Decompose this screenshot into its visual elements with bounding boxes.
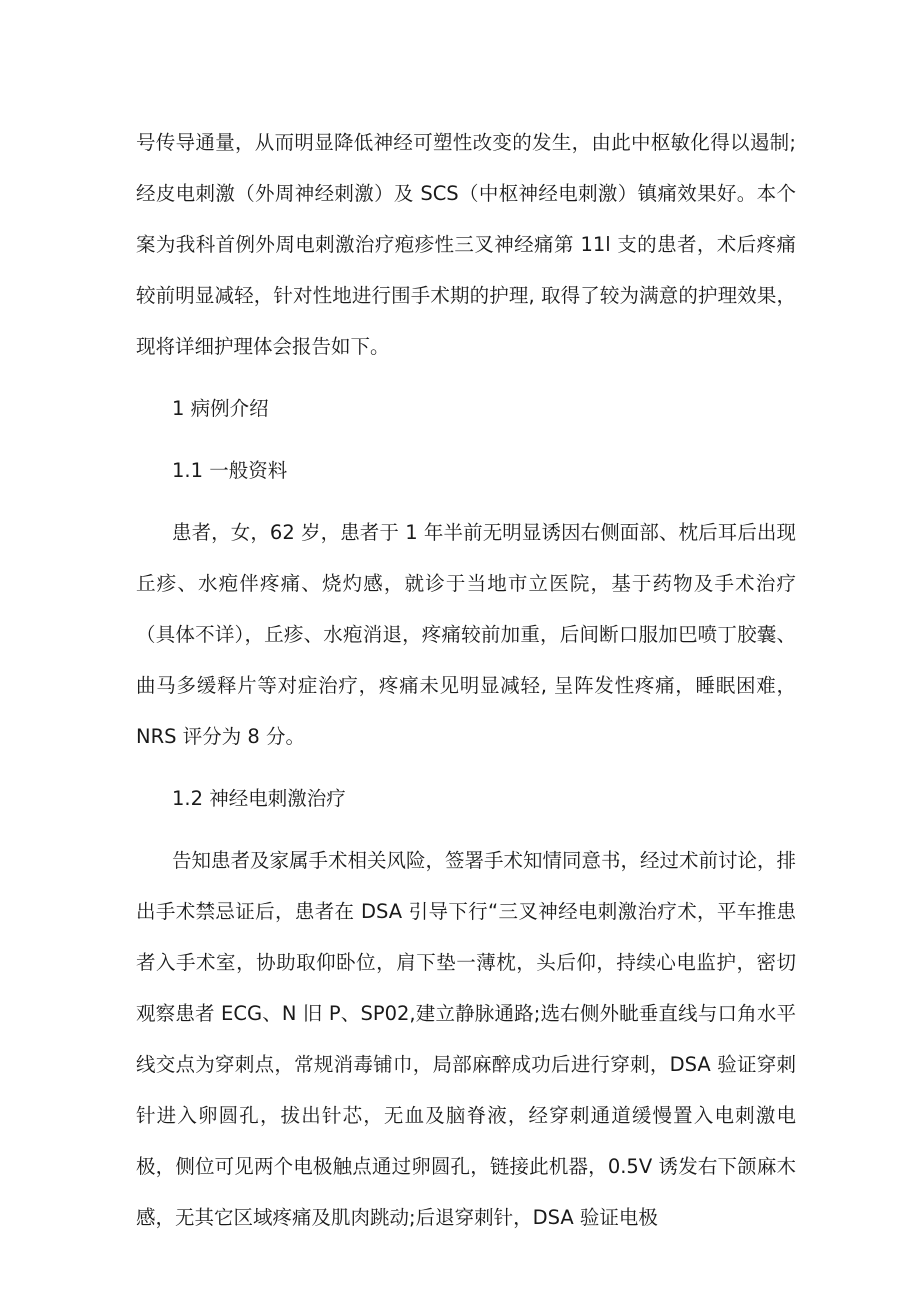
spacer <box>136 496 796 507</box>
section-1-2-heading: 1.2 神经电刺激治疗 <box>172 787 346 810</box>
section-1-2-paragraph: 告知患者及家属手术相关风险，签署手术知情同意书，经过术前讨论，排出手术禁忌证后，患者在 DSA 引导下行“三叉神经电刺激治疗术，平车推患者入手术室，协助取仰卧位，肩下垫一薄枕，头后仰，持续心电监护，密切观察患者 ECG、N 旧 P、SP02,建立静脉通路;选右侧外眦垂直线与口角水平线交点为穿刺点，常规消毒铺巾，局部麻醉成功后进行穿刺，DSA 验证穿刺针进入卵圆孔，拔出针芯，无血及脑脊液，经穿刺通道缓慢置入电刺激电极，侧位可见两个电极触点通过卵圆孔，链接此机器，0.5V 诱发右下颌麻木感，无其它区域疼痛及肌肉跳动;后退穿刺针，DSA 验证电极 <box>136 849 797 1229</box>
section-1-1-heading: 1.1 一般资料 <box>172 459 288 482</box>
intro-paragraph: 号传导通量，从而明显降低神经可塑性改变的发生，由此中枢敏化得以遏制;经皮电刺激（外周神经刺激）及 SCS（中枢神经电刺激）镇痛效果好。本个案为我科首例外周电刺激治疗疱疹性三叉神经痛第 11l 支的患者，术后疼痛较前明显减轻，针对性地进行围手术期的护理, 取得了较为满意的护理效果，现将详细护理体会报告如下。 <box>136 131 796 358</box>
document-body <box>136 117 796 1243</box>
section-1-heading: 1 病例介绍 <box>172 397 269 420</box>
spacer <box>136 434 796 445</box>
spacer <box>136 824 796 835</box>
spacer <box>136 762 796 773</box>
section-1-1-paragraph: 患者，女，62 岁，患者于 1 年半前无明显诱因右侧面部、枕后耳后出现丘疹、水疱伴疼痛、烧灼感，就诊于当地市立医院，基于药物及手术治疗（具体不详），丘疹、水疱消退，疼痛较前加重，后间断口服加巴喷丁胶囊、曲马多缓释片等对症治疗，疼痛未见明显减轻, 呈阵发性疼痛，睡眠困难，NRS 评分为 8 分。 <box>136 521 796 748</box>
spacer <box>136 372 796 383</box>
